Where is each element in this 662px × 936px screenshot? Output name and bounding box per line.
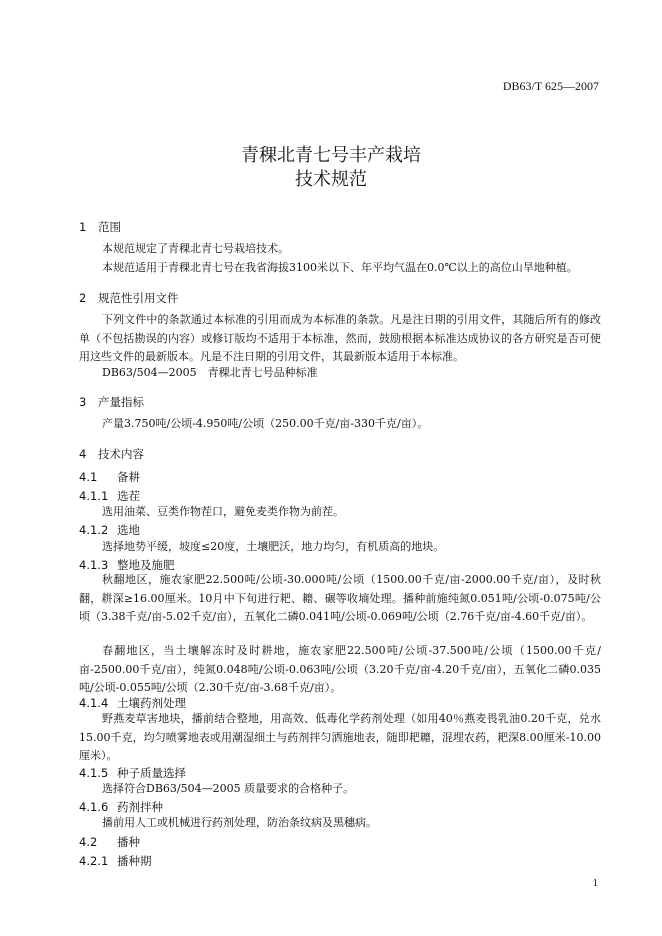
paragraph: 春翻地区，当土壤解冻时及时耕地，施农家肥22.500吨/公顷-37.500吨/公顷（1500.00千克/亩-2500.00千克/亩），纯氮0.048吨/公顷-0.063吨/公顷（3.20千克/亩-4.20千克/亩），五氧化二磷0.035吨/公顷-0.055吨/公顷（2.30千克/亩-3.68千克/亩）。 xyxy=(79,644,601,694)
section-title: 范围 xyxy=(98,220,121,234)
section-heading-2 xyxy=(79,290,179,306)
document-subtitle: 技术规范 xyxy=(295,169,367,190)
section-number: 4.2.1 xyxy=(79,854,109,868)
section-title: 播种 xyxy=(117,835,140,849)
section-number: 4.1.3 xyxy=(79,558,109,572)
page-number: 1 xyxy=(592,877,598,889)
paragraph: 野燕麦草害地块，播前结合整地，用高效、低毒化学药剂处理（如用40％燕麦畏乳油0.20千克，兑水15.00千克，均匀喷雾地表或用潮湿细土与药剂拌匀洒施地表，随即耙耱，混埋农药，耙深8.00厘米-10.00厘米）。 xyxy=(79,712,601,762)
section-heading-4-1-6 xyxy=(79,799,163,815)
section-number: 4.1.2 xyxy=(79,523,109,537)
section-title: 播种期 xyxy=(117,854,152,868)
section-heading-4-1-4 xyxy=(79,695,186,711)
section-number: 4.1.1 xyxy=(79,489,109,503)
section-heading-4-1-5 xyxy=(79,765,186,781)
section-heading-4-1 xyxy=(79,469,140,485)
section-title: 选地 xyxy=(117,523,140,537)
section-title: 规范性引用文件 xyxy=(98,291,179,305)
section-title: 技术内容 xyxy=(98,447,144,461)
paragraph: 本规范规定了青稞北青七号栽培技术。 xyxy=(102,242,289,255)
section-number: 3 xyxy=(79,395,87,409)
paragraph: 选用油菜、豆类作物茬口，避免麦类作物为前茬。 xyxy=(102,505,344,518)
section-title: 选茬 xyxy=(117,489,140,503)
section-number: 4.1.4 xyxy=(79,696,109,710)
paragraph: 产量3.750吨/公顷-4.950吨/公顷（250.00千克/亩-330千克/亩）。 xyxy=(102,417,429,430)
section-number: 4.1 xyxy=(79,470,98,484)
section-heading-4-1-2 xyxy=(79,522,140,538)
section-title: 种子质量选择 xyxy=(117,766,186,780)
section-number: 4.2 xyxy=(79,835,98,849)
section-number: 4.1.6 xyxy=(79,800,109,814)
section-heading-1 xyxy=(79,219,121,235)
section-heading-4-2-1 xyxy=(79,853,152,869)
paragraph: 播前用人工或机械进行药剂处理，防治条纹病及黑穗病。 xyxy=(102,816,377,829)
section-number: 4.1.5 xyxy=(79,766,109,780)
section-number: 2 xyxy=(79,291,87,305)
section-number: 1 xyxy=(79,220,87,234)
paragraph: DB63/504—2005 青稞北青七号品种标准 xyxy=(102,366,318,379)
paragraph: 下列文件中的条款通过本标准的引用而成为本标准的条款。凡是注日期的引用文件，其随后所有的修改单（不包括勘误的内容）或修订版均不适用于本标准，然而，鼓励根据本标准达成协议的各方研究是否可使用这些文件的最新版本。凡是不注日期的引用文件，其最新版本适用于本标准。 xyxy=(79,313,601,363)
section-heading-4 xyxy=(79,446,144,462)
section-title: 整地及施肥 xyxy=(117,558,175,572)
paragraph: 本规范适用于青稞北青七号在我省海拔3100米以下、年平均气温在0.0℃以上的高位山旱地种植。 xyxy=(102,261,578,274)
section-title: 土壤药剂处理 xyxy=(117,696,186,710)
paragraph: 选择地势平缓，坡度≤20度，土壤肥沃，地力均匀，有机质高的地块。 xyxy=(102,540,445,553)
paragraph: 选择符合DB63/504—2005 质量要求的合格种子。 xyxy=(102,782,355,795)
section-heading-3 xyxy=(79,394,144,410)
section-heading-4-1-1 xyxy=(79,488,140,504)
section-title: 备耕 xyxy=(117,470,140,484)
document-title: 青稞北青七号丰产栽培 xyxy=(241,145,421,166)
section-title: 药剂拌种 xyxy=(117,800,163,814)
section-number: 4 xyxy=(79,447,87,461)
section-heading-4-2 xyxy=(79,834,140,850)
section-title: 产量指标 xyxy=(98,395,144,409)
paragraph: 秋翻地区，施农家肥22.500吨/公顷-30.000吨/公顷（1500.00千克/亩-2000.00千克/亩），及时秋翻，耕深≥16.00厘米。10月中下旬进行耙、耱、碾等收墒处理。播种前施纯氮0.051吨/公顷-0.075吨/公顷（3.38千克/亩-5.02千克/亩），五氧化二磷0.041吨/公顷-0.069吨/公顷（2.76千克/亩-4.60千克/亩）。 xyxy=(79,573,601,623)
standard-code: DB63/T 625—2007 xyxy=(502,79,599,93)
